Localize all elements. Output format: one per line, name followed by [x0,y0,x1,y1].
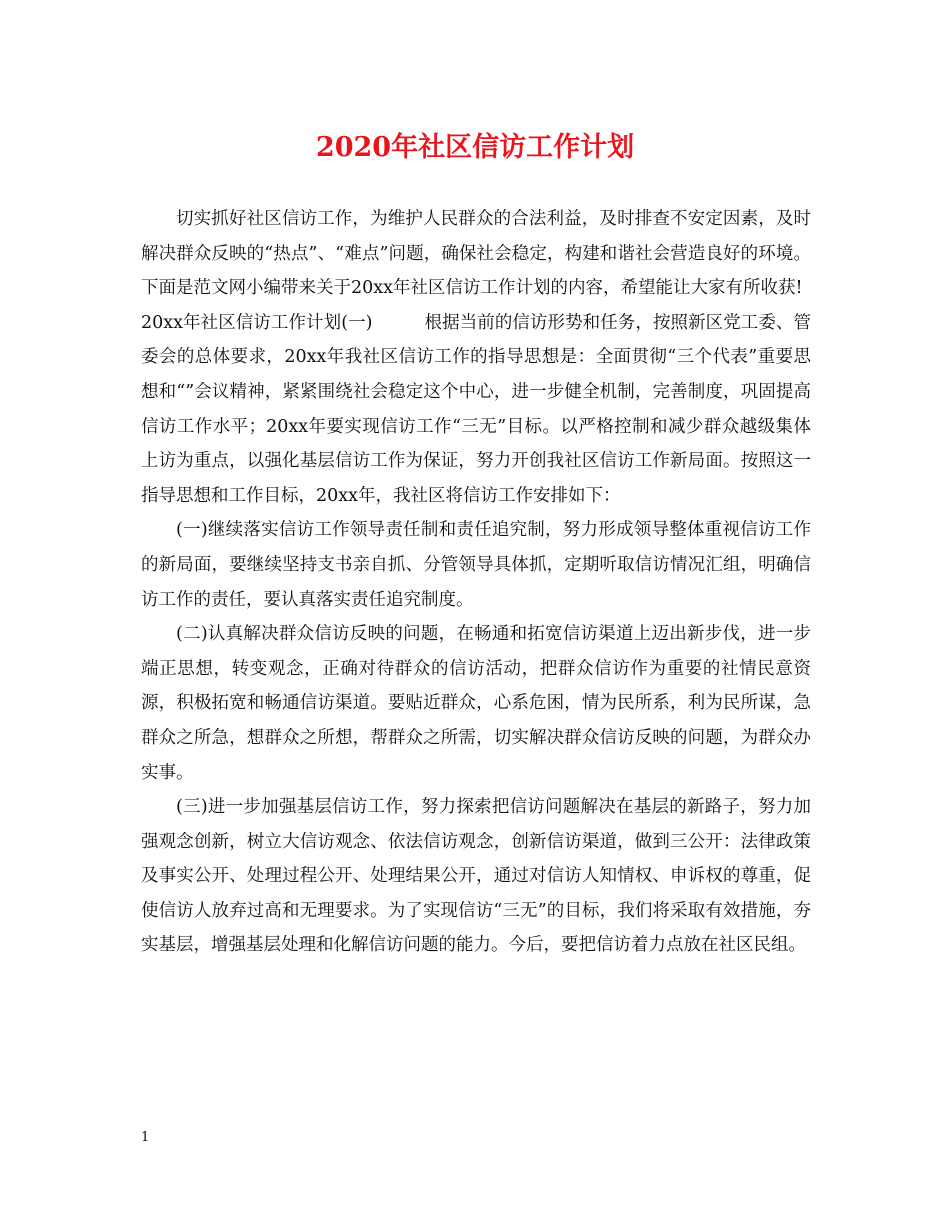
section-body: 根据当前的信访形势和任务，按照新区党工委、管委会的总体要求，20xx年我社区信访工作的指导思想是：全面贯彻“三个代表”重要思想和“”会议精神，紧紧围绕社会稳定这个中心，进一步健全机制，完善制度，巩固提高信访工作水平；20xx年要实现信访工作“三无”目标。以严格控制和减少群众越级集体上访为重点，以强化基层信访工作为保证，努力开创我社区信访工作新局面。按照这一指导思想和工作目标，20xx年，我社区将信访工作安排如下： [141,312,811,506]
document-title: 2020年社区信访工作计划 [315,132,635,163]
intro-paragraph: 切实抓好社区信访工作，为维护人民群众的合法利益，及时排查不安定因素，及时解决群众反映的“热点”、“难点”问题，确保社会稳定，构建和谐社会营造良好的环境。下面是范文网小编带来关于20xx年社区信访工作计划的内容，希望能让大家有所收获! [141,209,811,299]
section-heading: 20xx年社区信访工作计划(一) [141,312,373,333]
item-paragraph-1: (一)继续落实信访工作领导责任制和责任追究制，努力形成领导整体重视信访工作的新局面，要继续坚持支书亲自抓、分管领导具体抓，定期听取信访情况汇组，明确信访工作的责任，要认真落实责任追究制度。 [141,520,811,610]
item-paragraph-3: (三)进一步加强基层信访工作，努力探索把信访问题解决在基层的新路子，努力加强观念创新，树立大信访观念、依法信访观念，创新信访渠道，做到三公开：法律政策及事实公开、处理过程公开、处理结果公开，通过对信访人知情权、申诉权的尊重，促使信访人放弃过高和无理要求。为了实现信访“三无”的目标，我们将采取有效措施，夯实基层，增强基层处理和化解信访问题的能力。今后，要把信访着力点放在社区民组。 [141,797,811,956]
page-number: 1 [141,1130,150,1145]
item-paragraph-2: (二)认真解决群众信访反映的问题，在畅通和拓宽信访渠道上迈出新步伐，进一步端正思想，转变观念，正确对待群众的信访活动，把群众信访作为重要的社情民意资源，积极拓宽和畅通信访渠道。要贴近群众，心系危困，情为民所系，利为民所谋，急群众之所急，想群众之所想，帮群众之所需，切实解决群众信访反映的问题，为群众办实事。 [141,624,811,783]
document-body [141,202,811,963]
section-paragraph [141,306,811,514]
